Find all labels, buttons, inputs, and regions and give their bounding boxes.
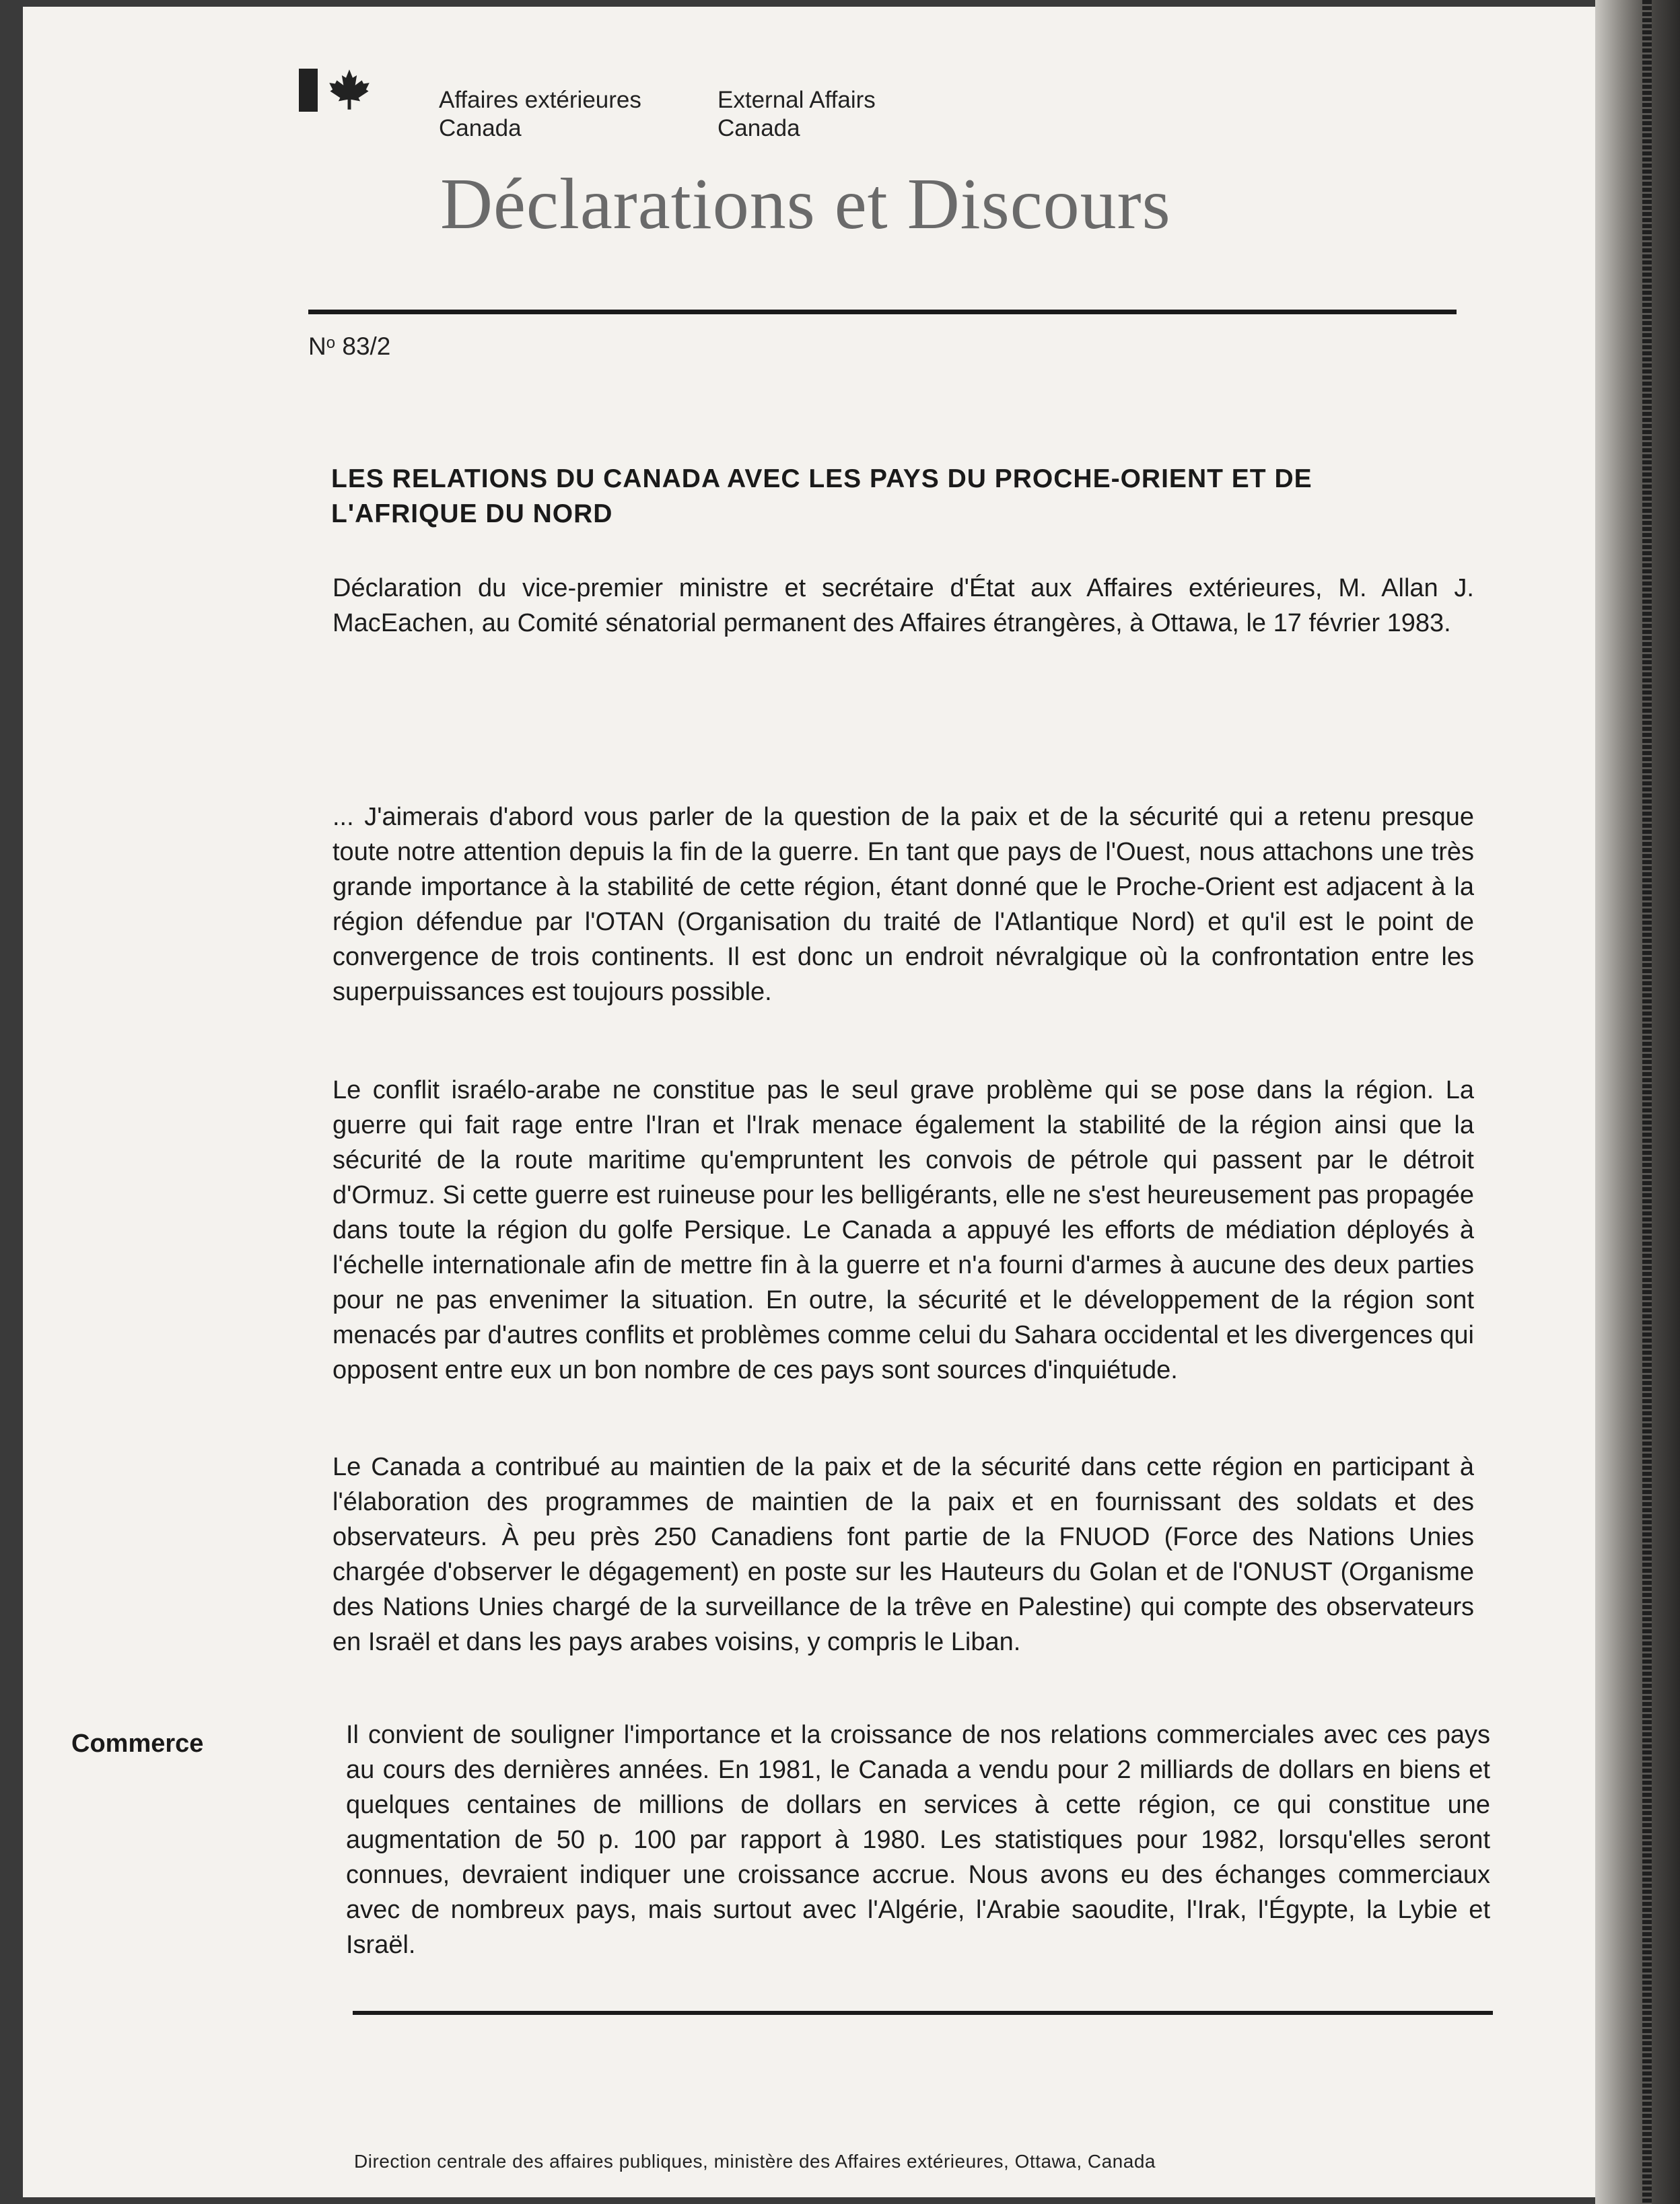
document-page [23,7,1595,2197]
document-number-sup: o [326,334,336,352]
body-paragraph: Le conflit israélo-arabe ne constitue pas le seul grave problème qui se pose dans la région. La guerre qui fait rage entre l'Iran et l'Irak menace également la stabilité de la région ainsi que la sécurité de la route maritime qu'empruntent les convois de pétrole qui passent par le détroit d'Ormuz. Si cette guerre est ruineuse pour les belligérants, elle ne s'est heureusement pas propagée dans toute la région du golfe Persique. Le Canada a appuyé les efforts de médiation déployés à l'échelle internationale afin de mettre fin à la guerre et n'a fourni d'armes à aucune des deux parties pour ne pas envenimer la situation. En outre, la sécurité et le développement de la région sont menacés par d'autres conflits et problèmes comme celui du Sahara occidental et les divergences qui opposent entre eux un bon nombre de ces pays sont sources d'inquiétude. [332,1076,1474,1384]
body-paragraph: Le Canada a contribué au maintien de la paix et de la sécurité dans cette région en participant à l'élaboration des programmes de maintien de la paix et en fournissant des soldats et des observateurs. À peu près 250 Canadiens font partie de la FNUOD (Force des Nations Unies chargée d'observer le dégagement) en poste sur les Hauteurs du Golan et de l'ONUST (Organisme des Nations Unies chargé de la surveillance de la trêve en Palestine) qui compte des observateurs en Israël et dans les pays arabes voisins, y compris le Liban. [332,1453,1474,1656]
footer-rule [353,2011,1493,2015]
document-title: LES RELATIONS DU CANADA AVEC LES PAYS DU PROCHE-ORIENT ET DE L'AFRIQUE DU NORD [331,464,1312,528]
binding-edge [1642,0,1652,2204]
header-rule [308,310,1457,314]
department-name-fr: Affaires extérieures Canada [439,87,641,141]
statement-attribution: Déclaration du vice-premier ministre et secrétaire d'État aux Affaires extérieures, M. Allan J. MacEachen, au Comité sénatorial permanent des Affaires étrangères, à Ottawa, le 17 février 1983. [332,574,1474,637]
department-name-en: External Affairs Canada [718,87,876,141]
flag-bar-icon [299,69,318,112]
masthead-title: Déclarations et Discours [440,164,1171,244]
body-paragraph: ... J'aimerais d'abord vous parler de la question de la paix et de la sécurité qui a retenu presque toute notre attention depuis la fin de la guerre. En tant que pays de l'Ouest, nous attachons une très grande importance à la stabilité de cette région, étant donné que le Proche-Orient est adjacent à la région défendue par l'OTAN (Organisation du traité de l'Atlantique Nord) et qu'il est le point de convergence de trois continents. Il est donc un endroit névralgique où la confrontation entre les superpuissances est toujours possible. [332,803,1474,1006]
maple-leaf-icon [327,69,372,110]
document-number-value: 83/2 [335,332,391,360]
margin-heading-commerce: Commerce [71,1730,204,1758]
body-paragraph: Il convient de souligner l'importance et la croissance de nos relations commerciales avec ces pays au cours des dernières années. En 1981, le Canada a vendu pour 2 milliards de dollars en biens et quelques centaines de millions de dollars en services à cette région, ce qui constitue une augmentation de 50 p. 100 par rapport à 1980. Les statistiques pour 1982, lorsqu'elles seront connues, devraient indiquer une croissance accrue. Nous avons eu des échanges commerciaux avec de nombreux pays, mais surtout avec l'Algérie, l'Arabie saoudite, l'Irak, l'Égypte, la Lybie et Israël. [346,1721,1490,1959]
document-number-prefix: N [308,332,326,360]
footer-text: Direction centrale des affaires publiques, ministère des Affaires extérieures, Ottawa, Canada [354,2151,1156,2172]
book-binding [1595,0,1680,2204]
document-number [308,332,390,361]
